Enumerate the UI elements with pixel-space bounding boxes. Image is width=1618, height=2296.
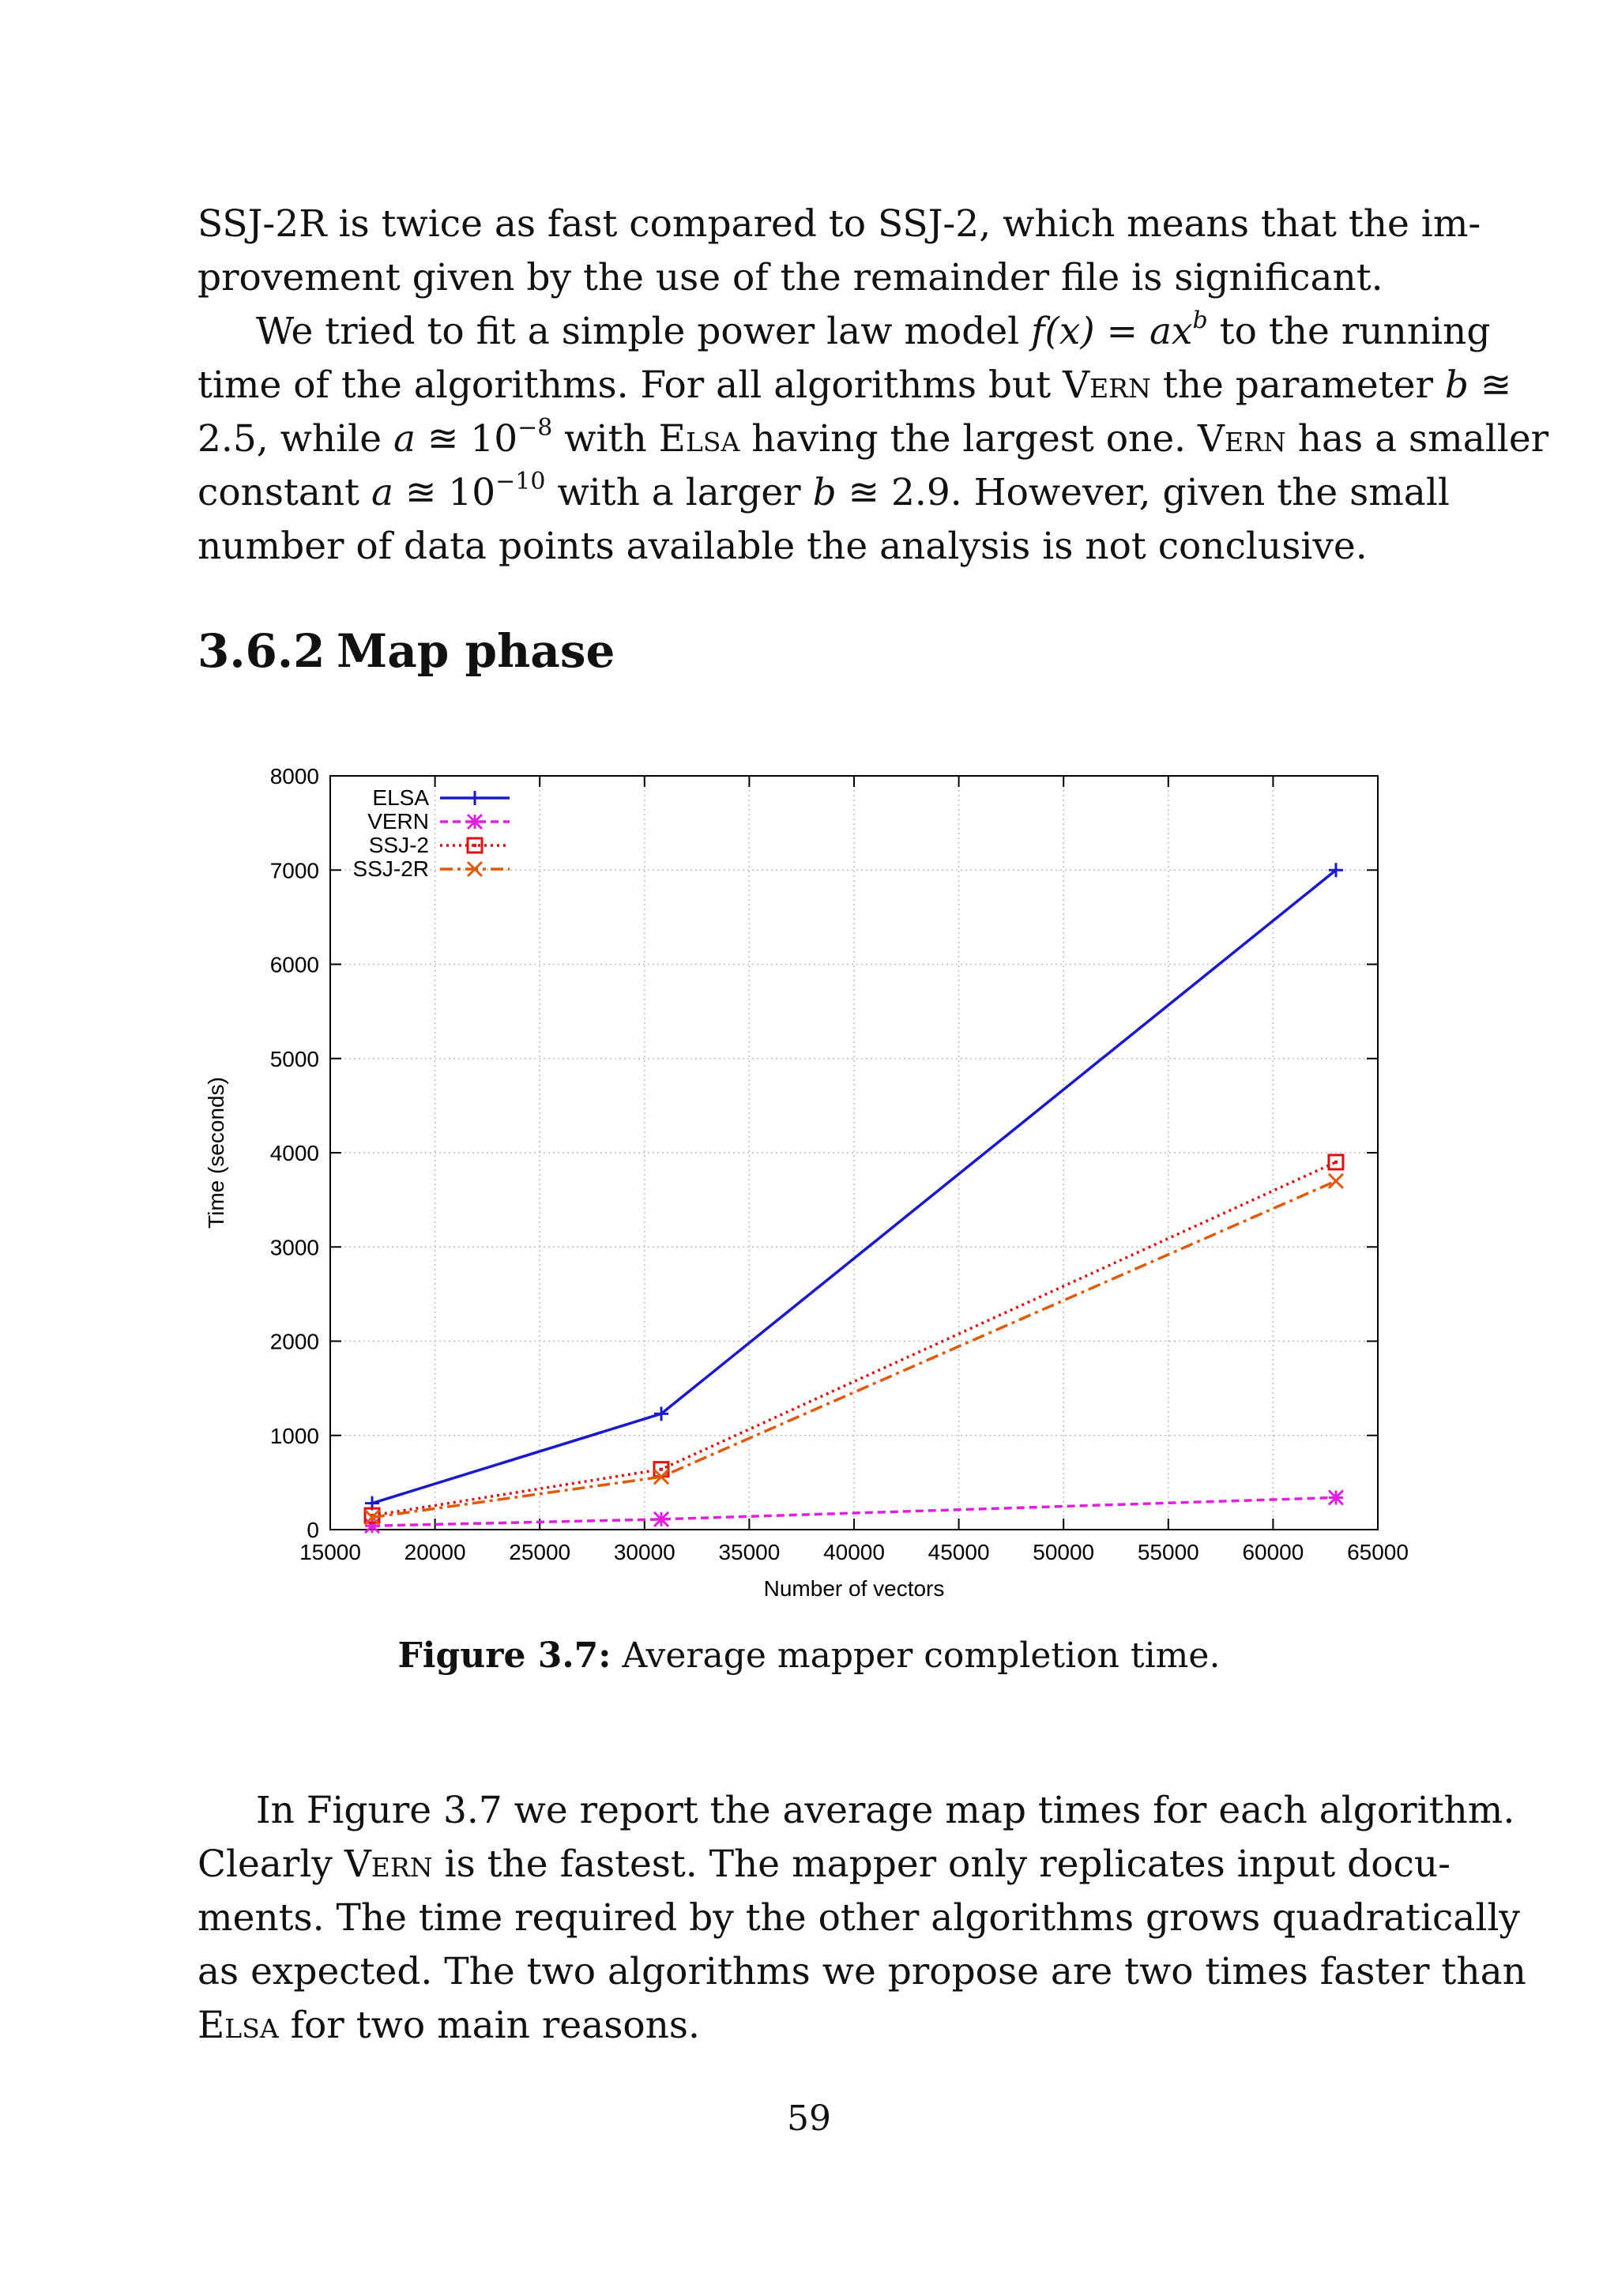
power-law-line-4: constant a ≊ $10^{-10}$ with a larger b ≊ 2.9. However, given the small <box>198 468 1450 514</box>
y-axis-label: Time (seconds) <box>204 1077 228 1229</box>
y-tick-label: 6000 <box>269 952 319 977</box>
figure-label: Figure 3.7: <box>397 1635 611 1676</box>
section-title: Map phase <box>337 624 615 678</box>
power-law-line-3: 2.5, while a ≊ $10^{-8}$ with Elsa having the largest one. Vern has a smaller <box>198 414 1549 461</box>
y-tick-label: 3000 <box>269 1235 319 1260</box>
legend-label: VERN <box>367 809 429 834</box>
x-tick-label: 65000 <box>1347 1540 1409 1564</box>
page-number: 59 <box>787 2098 831 2139</box>
y-tick-label: 1000 <box>269 1423 319 1448</box>
legend <box>353 785 510 881</box>
legend-label: ELSA <box>372 785 429 810</box>
discussion-line-1: In Figure 3.7 we report the average map times for each algorithm. <box>256 1789 1515 1832</box>
y-tick-label: 7000 <box>269 858 319 883</box>
intro-line-2: provement given by the use of the remainder file is significant. <box>198 256 1383 299</box>
series-ssj-2 <box>365 1155 1343 1523</box>
data-point <box>1329 1490 1343 1504</box>
discussion-line-5: Elsa for two main reasons. <box>198 2004 700 2047</box>
legend-label: SSJ-2 <box>368 833 429 857</box>
figure-caption <box>0 1635 1618 1676</box>
legend-marker-dot <box>473 844 476 847</box>
x-tick-label: 30000 <box>613 1540 675 1564</box>
y-tick-label: 8000 <box>269 764 319 789</box>
y-tick-label: 4000 <box>269 1141 319 1165</box>
x-tick-label: 45000 <box>928 1540 990 1564</box>
data-point-dot <box>1334 1161 1338 1164</box>
discussion-paragraph <box>198 1784 1526 2053</box>
figure-caption-text: Average mapper completion time. <box>611 1635 1221 1676</box>
x-tick-label: 40000 <box>823 1540 885 1564</box>
power-law-line-1: We tried to fit a simple power law model $f(x) = ax^b$ to the running <box>256 307 1491 353</box>
series-elsa <box>365 863 1343 1510</box>
x-tick-label: 15000 <box>299 1540 361 1564</box>
x-tick-label: 20000 <box>404 1540 466 1564</box>
series-line <box>372 1162 1336 1515</box>
y-tick-label: 2000 <box>269 1329 319 1354</box>
discussion-line-2: Clearly Vern is the fastest. The mapper only replicates input docu- <box>198 1842 1451 1886</box>
legend-marker <box>468 791 482 805</box>
data-point-dot <box>660 1468 663 1471</box>
discussion-line-3: ments. The time required by the other algorithms grows quadratically <box>198 1896 1520 1940</box>
x-tick-label: 35000 <box>718 1540 781 1564</box>
data-point <box>654 1512 668 1526</box>
x-tick-label: 50000 <box>1033 1540 1095 1564</box>
x-axis-label: Number of vectors <box>763 1576 945 1601</box>
y-tick-label: 0 <box>307 1518 319 1542</box>
power-law-line-2: time of the algorithms. For all algorithms but Vern the parameter b ≊ <box>198 363 1512 407</box>
y-tick-label: 5000 <box>269 1046 319 1071</box>
legend-label: SSJ-2R <box>352 856 429 881</box>
intro-line-1: SSJ-2R is twice as fast compared to SSJ-2, which means that the im- <box>198 202 1481 246</box>
section-number: 3.6.2 <box>198 624 325 678</box>
legend-marker <box>468 815 482 829</box>
x-tick-label: 55000 <box>1137 1540 1199 1564</box>
power-law-line-5: number of data points available the analysis is not conclusive. <box>198 525 1368 568</box>
x-tick-label: 60000 <box>1242 1540 1304 1564</box>
discussion-line-4: as expected. The two algorithms we propose are two times faster than <box>198 1950 1526 1993</box>
x-tick-label: 25000 <box>509 1540 571 1564</box>
series-line <box>372 870 1336 1503</box>
data-point <box>1329 1174 1343 1188</box>
